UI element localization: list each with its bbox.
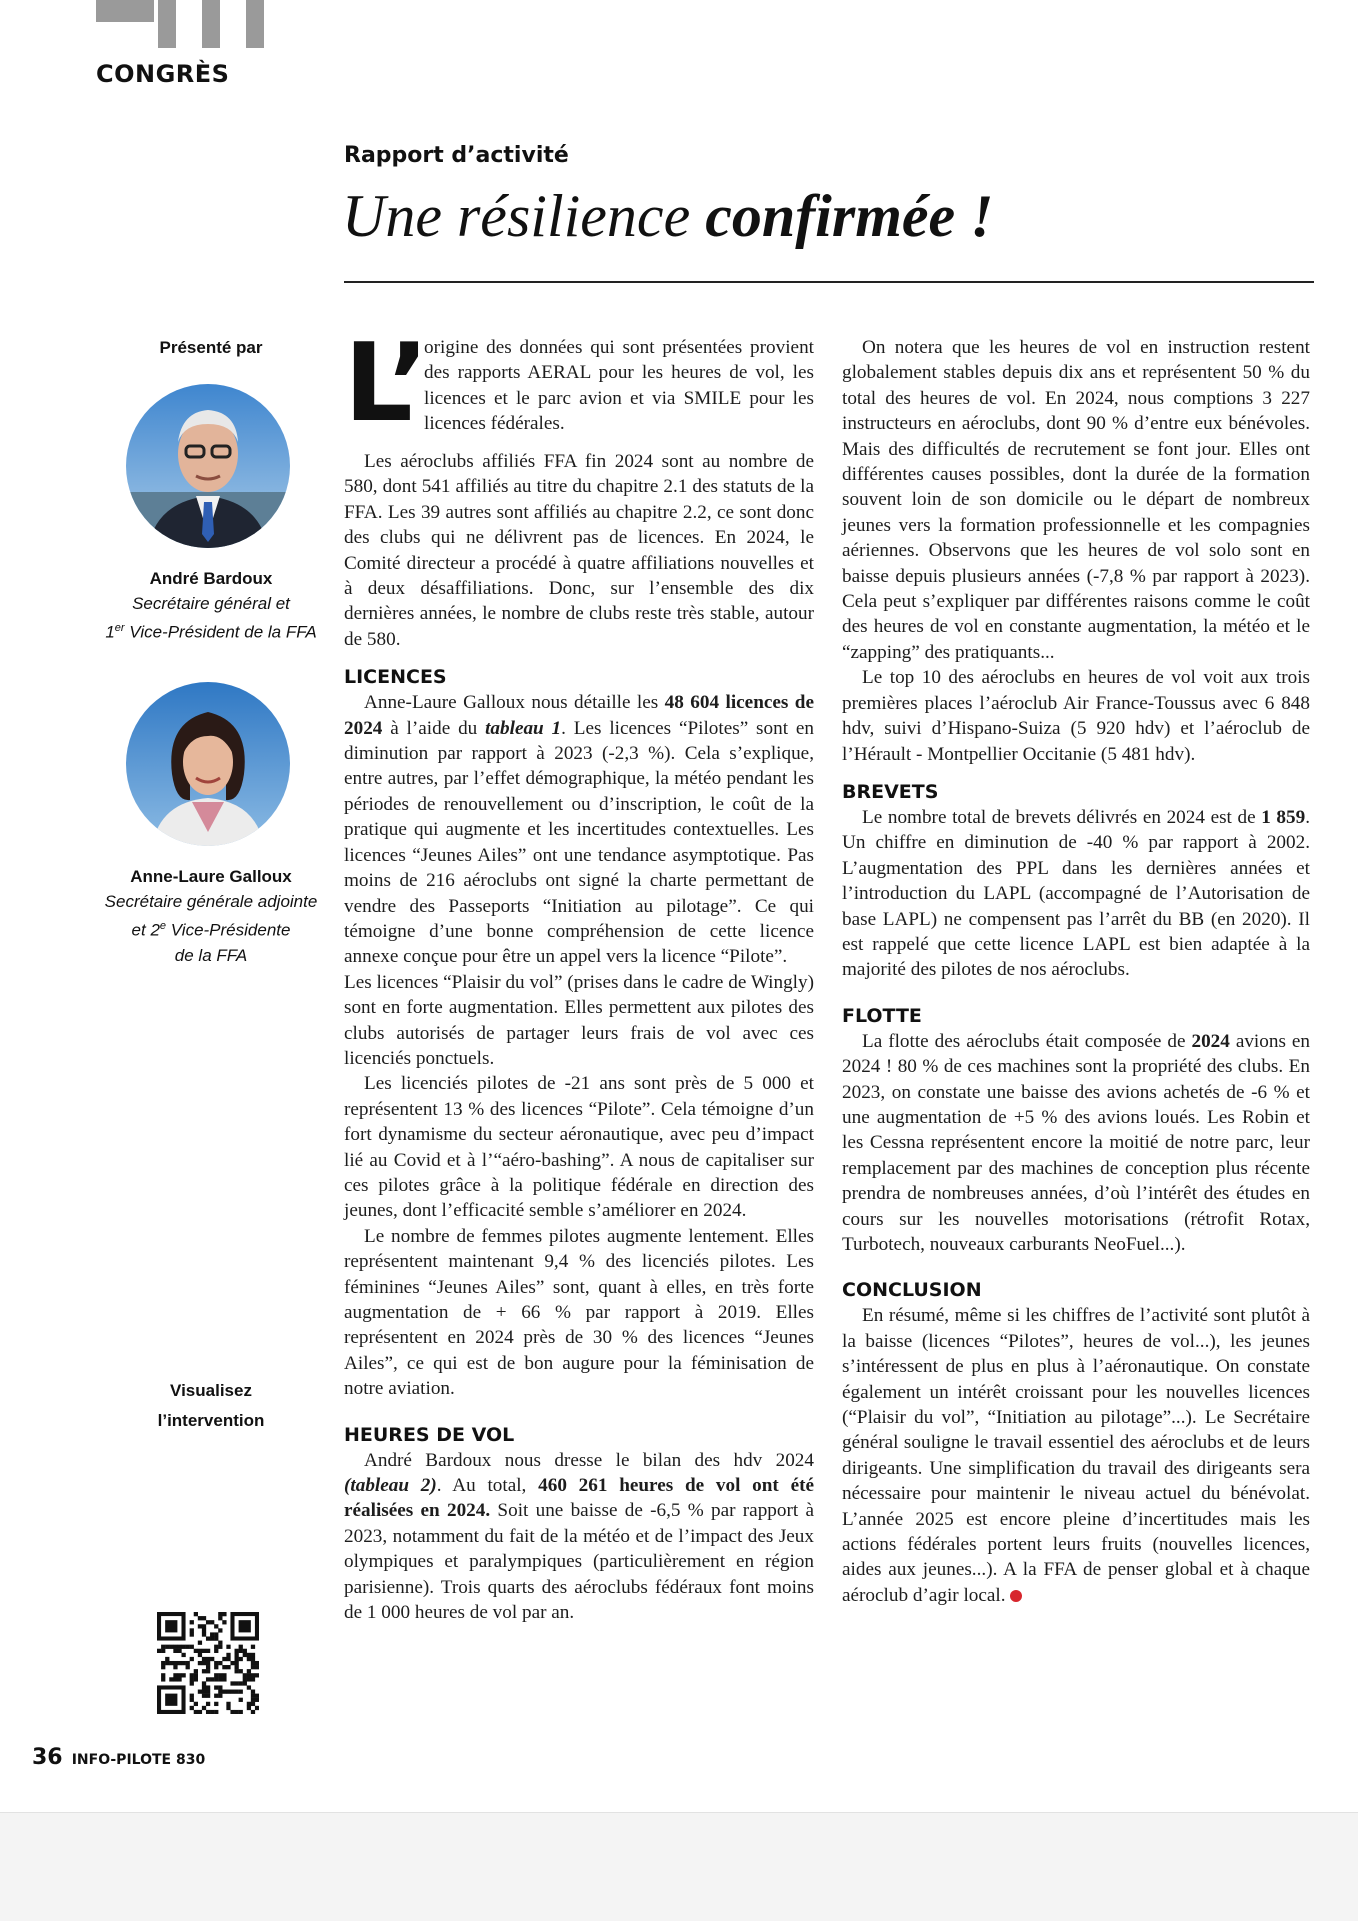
person2-role-line3: de la FFA — [174, 945, 248, 965]
paragraph-licences-3: Les licenciés pilotes de -21 ans sont près de 5 000 et représentent 13 % des licences “Pilote”. Cela témoigne d’un fort dynamisme du secteur aéronautique, avec peu d’impact lié au Covid et à l’“aéro-bashing”. A nous de capitaliser sur ces pilotes grâce à la politique fédérale en direction des jeunes, dont l’efficacité semble s’améliorer en 2024. — [344, 1073, 814, 1222]
person-photo-icon — [126, 384, 290, 548]
person1-name: André Bardoux — [149, 569, 273, 588]
person2-role-line2 — [80, 914, 342, 943]
fl-text-b: 2024 — [1191, 1030, 1230, 1052]
video-line2: l’intervention — [157, 1411, 265, 1430]
lic-text-d: tableau 1 — [485, 717, 562, 739]
intro-text: origine des données qui sont présentées provient des rapports AERAL pour les heures de vol, les licences et le parc avion et via SMILE pour les licences fédérales. — [424, 337, 814, 435]
hdv-text-d: 460 261 heures de vol ont été réalisées en 2024. — [344, 1475, 815, 1522]
person1-role-line2 — [80, 616, 342, 645]
presented-by-text: Présenté par — [159, 338, 263, 357]
lic-text-c: à l’aide du — [382, 717, 486, 739]
hdv-text-a: André Bardoux nous dresse le bilan des hdv 2024 — [364, 1449, 814, 1471]
person1-role-line1: Secrétaire général et — [132, 594, 290, 613]
heading-flotte: FLOTTE — [842, 1004, 922, 1027]
heading-conclusion: CONCLUSION — [842, 1279, 982, 1302]
title-divider — [344, 281, 1314, 283]
heading-brevets: BREVETS — [842, 780, 939, 803]
person2-role-sup: e — [159, 920, 167, 932]
brev-text-a: Le nombre total de brevets délivrés en 2024 est de — [862, 806, 1262, 828]
person2-caption — [80, 864, 342, 968]
paragraph-heures-1 — [344, 1448, 814, 1626]
article-kicker: Rapport d’activité — [344, 143, 569, 168]
video-line1: Visualisez — [170, 1381, 252, 1400]
paragraph-licences-1 — [344, 690, 814, 969]
paragraph-clubs: Les aéroclubs affiliés FFA fin 2024 sont au nombre de 580, dont 541 affiliés au titre du chapitre 2.1 des statuts de la FFA. Les 39 autres sont affiliés au chapitre 2.2, ce sont donc des clubs qui ne délivrent pas de licences. En 2024, le Comité directeur a procédé à quatre affiliations nouvelles et à deux désaffiliations. Donc, sur l’ensemble des dix dernières années, le nombre de clubs reste très stable, autour de 580. — [344, 451, 814, 650]
person1-role-suffix: Vice-Président de la FFA — [124, 622, 317, 642]
heading-heures-de-vol: HEURES DE VOL — [344, 1423, 515, 1446]
person2-role-prefix: et 2 — [131, 920, 160, 940]
lic-text-b: 48 604 licences de 2024 — [344, 692, 814, 739]
paragraph-licences-4: Le nombre de femmes pilotes augmente lentement. Elles représentent maintenant 9,4 % des licenciés pilotes. Les féminines “Jeunes Ailes” sont, quant à elles, en très forte augmentation de + 66 % par rapport à 2019. Elles représentent en 2024 près de 30 % des licences “Jeunes Ailes”, ce qui est de bon augure pour la féminisation de notre aviation. — [344, 1225, 814, 1400]
portrait-andre-bardoux — [126, 384, 290, 548]
lic-text-e: . Les licences “Pilotes” sont en diminution par rapport à 2023 (-2,3 %). Cela s’explique, entre autres, par l’effet démographique, la météo pendant les périodes de renouvellement ou d’inscription, le coût de la pratique qui augmente et les incertitudes contextuelles. Les licences “Jeunes Ailes” ont une tendance asymptotique. Pas moins de 216 aéroclubs ont signé la charte permettant de vendre des Passeports “Initiation au pilotage”. Ce qui témoigne d’une bonne compréhension de cette licence annexe conçue pour être un appel vers la licence “Pilote”. — [344, 717, 814, 968]
title-regular: Une résilience — [342, 183, 706, 249]
paragraph-licences-2: Les licences “Plaisir du vol” (prises dans le cadre de Wingly) sont en forte augmentation. Elles permettent aux pilotes des clubs autorisés de partager leurs frais de vol avec ces licenciés ponctuels. — [344, 971, 814, 1069]
intro-paragraph — [344, 321, 814, 446]
presented-by-label — [80, 338, 342, 358]
page-number: 36 — [32, 1745, 63, 1770]
lic-text-a: Anne-Laure Galloux nous détaille les — [364, 692, 665, 714]
article-column-1 — [344, 321, 815, 1625]
drop-cap: L’ — [344, 321, 430, 446]
paragraph-brevets — [842, 805, 1310, 983]
portrait-anne-laure-galloux — [126, 682, 290, 846]
qr-code-graphic — [157, 1612, 259, 1714]
paragraph-heures-3: Le top 10 des aéroclubs en heures de vol voit aux trois premières places l’aéroclub Air France-Toussus avec 6 848 hdv, suivi d’Hispano-Suiza (5 920 hdv) et l’aéroclub de l’Hérault - Montpellier Occitanie (5 481 hdv). — [842, 667, 1310, 765]
title-bold: confirmée ! — [705, 183, 994, 249]
brev-text-b: 1 859 — [1261, 806, 1306, 828]
person2-role-line1: Secrétaire générale adjointe — [104, 892, 318, 911]
fl-text-a: La flotte des aéroclubs était composée de — [862, 1030, 1192, 1052]
person1-role-sup: er — [114, 622, 125, 634]
person1-caption — [80, 566, 342, 645]
paragraph-flotte — [842, 1029, 1310, 1258]
hdv-text-e: Soit une baisse de -6,5 % par rapport à 2023, notamment du fait de la météo et de l’impact des Jeux olympiques et paralympiques (particulièrement en région parisienne). Trois quarts des aéroclubs fédéraux font moins de 1 000 heures de vol par an. — [344, 1500, 814, 1624]
paragraph-heures-2: On notera que les heures de vol en instruction restent globalement stables depuis dix ans et représentent 50 % du total des heures de vol. En 2024, nous comptions 3 227 instructeurs en aéroclubs, dont 90 % d’entre eux bénévoles. Mais des difficultés de recrutement se font jour. Elles ont différentes causes possibles, dont la durée de la formation souvent loin de son domicile ou le départ de nombreux jeunes vers la formation professionnelle et les compagnies aériennes. Observons que les heures de vol solo sont en baisse depuis plusieurs années (-7,8 % par rapport à 2023). Cela peut s’expliquer par différentes raisons comme le coût des heures de vol en constante augmentation, la météo et le “zapping” des pratiquants... — [842, 337, 1310, 663]
hdv-text-c: . Au total, — [436, 1475, 539, 1497]
section-label: CONGRÈS — [96, 60, 230, 88]
person2-name: Anne-Laure Galloux — [130, 867, 292, 886]
article-column-2 — [842, 335, 1310, 1608]
paragraph-conclusion — [842, 1303, 1310, 1608]
heading-licences: LICENCES — [344, 666, 447, 689]
scan-page-edge — [0, 1812, 1358, 1921]
page-footer — [32, 1745, 205, 1770]
video-callout — [80, 1376, 342, 1436]
person2-role-suffix: Vice-Présidente — [166, 920, 291, 940]
fl-text-c: avions en 2024 ! 80 % de ces machines sont la propriété des clubs. En 2023, on constate une baisse des avions achetés de -6 % et une augmentation de +5 % des avions loués. Les Robin et les Cessna représentent encore la moitié de notre parc, leur remplacement par des machines de conception plus récente prendra de nombreuses années, d’où l’intérêt des études en cours sur les nouvelles motorisations (rétrofit Rotax, Turbotech, nouveaux carburants NeoFuel...). — [842, 1030, 1310, 1255]
person-photo-icon — [126, 682, 290, 846]
article-title — [342, 182, 993, 251]
magazine-issue: INFO-PILOTE 830 — [71, 1752, 206, 1768]
conclusion-text: En résumé, même si les chiffres de l’activité sont plutôt à la baisse (licences “Pilotes”, heures de vol...), les jeunes s’intéressent de plus en plus à l’aéronautique. On constate également un intérêt croissant pour les nouvelles licences (“Plaisir du vol”, “Initiation au pilotage”...). Le Secrétaire général souligne le travail essentiel des aéroclubs et de leurs dirigeants. Une simplification du travail des dirigeants sera nécessaire pour maintenir le niveau actuel du bénévolat. L’année 2025 est encore pleine d’incertitudes mais les actions fédérales portent leurs fruits (nouvelles licences, aides aux jeunes...). A la FFA de penser global et à chaque aéroclub d’agir local. — [842, 1305, 1310, 1606]
person1-role-prefix: 1 — [105, 622, 115, 642]
hdv-text-b: (tableau 2) — [344, 1475, 437, 1497]
qr-code-icon[interactable] — [157, 1612, 259, 1714]
end-of-article-dot-icon — [1010, 1590, 1022, 1602]
brev-text-c: . Un chiffre en diminution de -40 % par rapport à 2002. L’augmentation des PPL dans les dernières années et l’introduction du LAPL (accompagné de l’Autorisation de base LAPL) ne compensent pas l’arrêt du BB (en 2020). Il est rappelé que cette licence LAPL est bien adaptée à la majorité des pilotes de nos aéroclubs. — [842, 806, 1310, 981]
corner-decoration — [96, 0, 276, 48]
